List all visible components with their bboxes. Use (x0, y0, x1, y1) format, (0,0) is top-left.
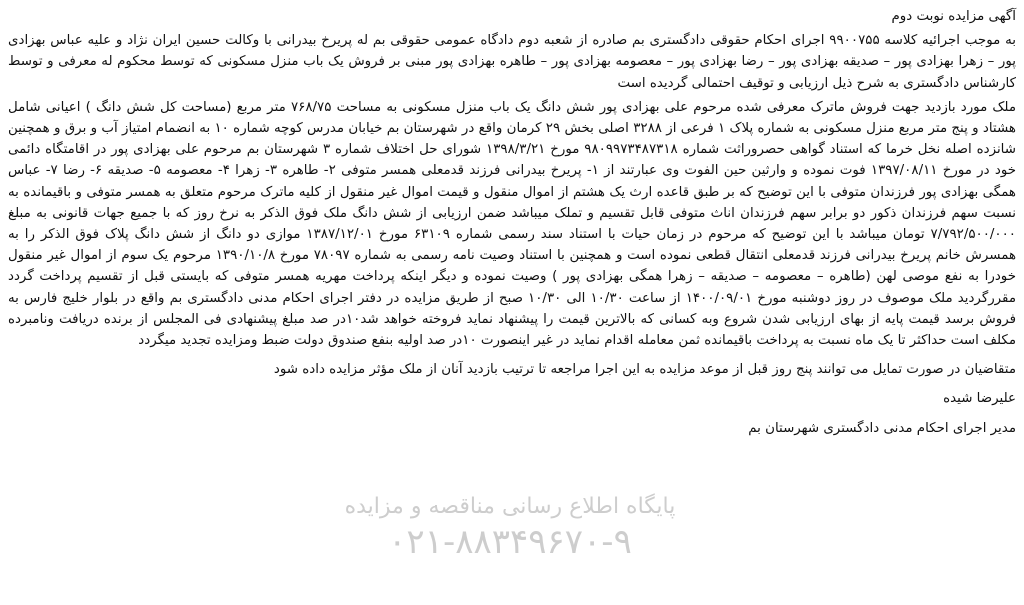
signer-title: مدیر اجرای احکام مدنی دادگستری شهرستان بم (748, 420, 1016, 436)
watermark (250, 492, 770, 562)
notice-intro-paragraph: به موجب اجرائیه کلاسه ۹۹۰۰۷۵۵ اجرای احکام حقوقی دادگستری بم صادره از شعبه دوم دادگاه عمومی حقوقی بم له پریرخ بیدرانی با وکالت حسین ایران نژاد و علیه عباس بهزادی پور – زهرا بهزادی پور – صدیقه بهزادی پور – رضا بهزادی پور – معصومه بهزادی پور – طاهره بهزادی پور مبنی بر فروش یک باب منزل مسکونی که توسط محکوم له معرفی و توسط کارشناس دادگستری به شرح ذیل ارزیابی و توقیف احتمالی گردیده است (8, 33, 1016, 91)
applicants-note: متقاضیان در صورت تمایل می توانند پنج روز قبل از موعد مزایده به این اجرا مراجعه تا ترتیب بازدید آنان از ملک مؤثر مزایده داده شود (273, 362, 1016, 378)
watermark-phone: ۰۲۱-۸۸۳۴۹۶۷۰-۹ (388, 522, 632, 562)
notice-title: آگهی مزایده نوبت دوم (891, 9, 1016, 24)
auction-notice (8, 6, 1016, 439)
notice-body-paragraph: ملک مورد بازدید جهت فروش ماترک معرفی شده مرحوم علی بهزادی پور شش دانگ یک باب منزل مسکونی به مساحت ۷۶۸/۷۵ متر مربع (مساحت کل شش دانگ ) اعیانی شامل هشتاد و پنج متر مربع منزل مسکونی به شماره پلاک ۱ فرعی از ۳۲۸۸ اصلی بخش ۲۹ کرمان واقع در شهرستان بم خیابان مدرس کوچه شماره ۱۰ به انضمام امتیاز آب و برق و همچنین شانزده اصله نخل خرما که استناد گواهی حصروراثت شماره ۹۸۰۹۹۷۳۴۸۷۳۱۸ مورخ ۱۳۹۸/۳/۲۱ شورای حل اختلاف شماره ۳ شهرستان بم مرحوم علی بهزادی پور در اقامتگاه دائمی خود در مورخ ۱۳۹۷/۰۸/۱۱ فوت نموده و وارثین حین الفوت وی عبارتند از ۱- پریرخ بیدرانی فرزند قدمعلی همسر متوفی ۲- طاهره ۳- زهرا ۴- معصومه ۵- صدیقه ۶- رضا ۷- عباس همگی بهزادی پور فرزندان متوفی با این توضیح که بر طبق قاعده ارث یک هشتم از اموال منقول و قیمت اموال غیر منقول از کلیه ماترک مرحوم متعلق به همسر متوفی و باقیمانده به نسبت سهم فرزندان ذکور دو برابر سهم فرزندان اناث متوفی قابل تقسیم و تملک میباشد ضمن ارزیابی از شش دانگ ملک فوق الذکر به نرخ روز که با جمیع جهات قانونی به مبلغ ۷/۷۹۲/۵۰۰/۰۰۰ تومان میباشد با این توضیح که مرحوم در زمان حیات با استناد سند رسمی شماره ۶۳۱۰۹ مورخ ۱۳۸۷/۱۲/۰۱ موازی دو دانگ از شش دانگ پلاک فوق الذکر را به همسرش خانم پریرخ بیدرانی فرزند قدمعلی انتقال قطعی نموده است و همچنین با استناد وصیت نامه رسمی به شماره ۷۸۰۹۷ مورخ ۱۳۹۰/۱۰/۸ مرحوم یک سوم از اموال غیر منقول خودرا به نفع موصی لهن (طاهره – معصومه – صدیقه – زهرا همگی بهزادی پور ) وصیت نموده و دیگر اینکه پرداخت مهریه همسر متوفی که بایستی قبل از تقسیم پرداخت گردد مقررگردید ملک موصوف در روز دوشنبه مورخ ۱۴۰۰/۰۹/۰۱ از ساعت ۱۰/۳۰ الی ۱۰/۳۰ صبح از طریق مزایده در دفتر اجرای احکام مدنی دادگستری بم واقع در بلوار خلیج فارس به فروش برسد قیمت پایه از بهای ارزیابی شدن شروع وبه کسانی که بالاترین قیمت را پیشنهاد نماید فروخته خواهد شد۱۰در صد مبلغ پیشنهادی فی المجلس از برنده دریافت ونامبرده مکلف است حداکثر تا یک ماه نسبت به پرداخت باقیمانده ثمن معامله اقدام نماید در غیر اینصورت ۱۰در صد اولیه بنفع صندوق دولت ضبط ومزایده تجدید میگردد (8, 99, 1017, 349)
signer-name: علیرضا شیده (943, 391, 1016, 407)
watermark-text: پایگاه اطلاع رسانی مناقصه و مزایده (344, 494, 676, 519)
